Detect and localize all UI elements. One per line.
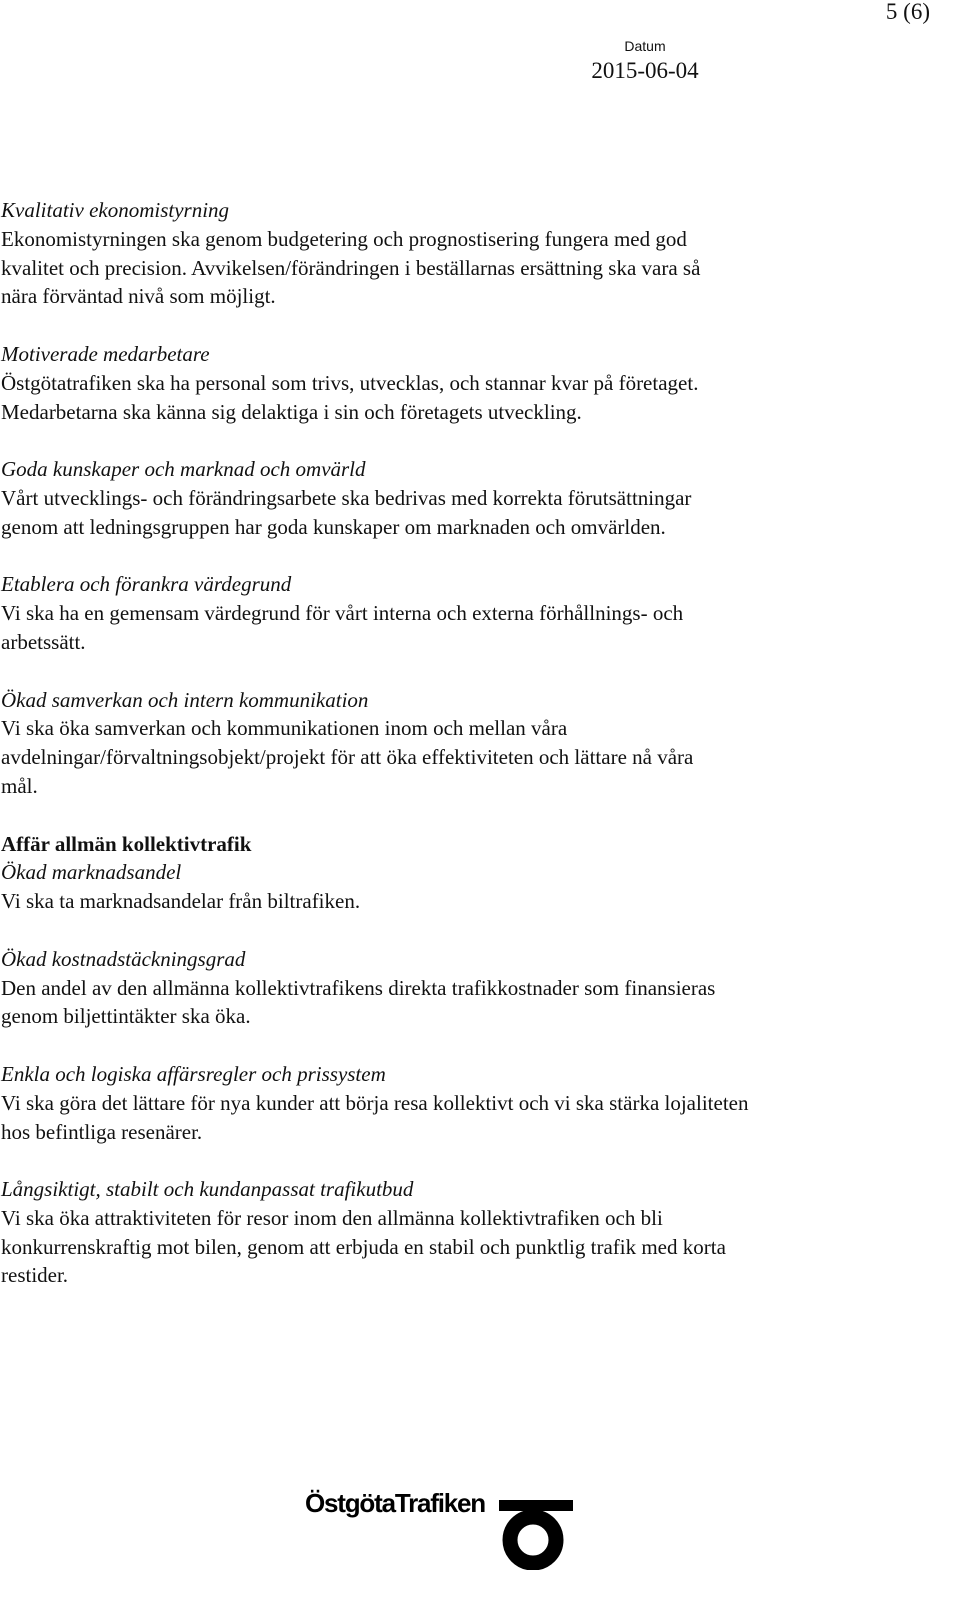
body-line: Vi ska öka samverkan och kommunikationen inom och mellan våra [1,716,568,741]
date-value: 2015-06-04 [591,57,699,83]
body-line: Östgötatrafiken ska ha personal som trivs, utvecklas, och stannar kvar på företaget. [1,370,699,395]
section-heading: Motiverade medarbetare [1,341,210,366]
body-line: kvalitet och precision. Avvikelsen/förändringen i beställarnas ersättning ska vara så [1,255,701,280]
section-kostnadstackningsgrad [1,945,921,1031]
page-number: 5 (6) [885,0,930,24]
section-heading: Enkla och logiska affärsregler och prissystem [1,1061,386,1086]
section-samverkan [1,686,921,801]
logo-wordmark: ÖstgötaTrafiken [305,1488,485,1518]
body-line: Medarbetarna ska känna sig delaktiga i sin och företagets utveckling. [1,399,582,424]
date-block [575,38,715,86]
body-line: genom biljettintäkter ska öka. [1,1004,251,1029]
sigma-logo-icon [495,1498,577,1570]
section-heading: Kvalitativ ekonomistyrning [1,198,230,222]
document-body [1,196,921,1319]
body-line: genom att ledningsgruppen har goda kunskaper om marknaden och omvärlden. [1,514,666,539]
body-line: Vårt utvecklings- och förändringsarbete ska bedrivas med korrekta förutsättningar [1,485,692,510]
section-heading: Långsiktigt, stabilt och kundanpassat trafikutbud [1,1177,414,1202]
body-line: Den andel av den allmänna kollektivtrafikens direkta trafikkostnader som finansieras [1,975,716,1000]
section-affarsregler [1,1060,921,1146]
section-heading: Goda kunskaper och marknad och omvärld [1,457,366,482]
body-line: Vi ska göra det lättare för nya kunder att börja resa kollektivt och vi ska stärka lojaliteten [1,1090,749,1115]
body-line: konkurrenskraftig mot bilen, genom att erbjuda en stabil och punktlig trafik med korta [1,1234,726,1259]
body-line: avdelningar/förvaltningsobjekt/projekt för att öka effektiviteten och lättare nå våra [1,745,694,770]
body-line: Vi ska ha en gemensam värdegrund för vårt interna och externa förhållnings- och [1,601,684,626]
body-line: nära förväntad nivå som möjligt. [1,284,276,309]
body-line: mål. [1,773,38,798]
body-line: Vi ska ta marknadsandelar från biltrafiken. [1,889,361,914]
section-heading: Ökad kostnadstäckningsgrad [1,946,246,971]
chapter-heading: Affär allmän kollektivtrafik [1,831,252,856]
section-heading: Ökad samverkan och intern kommunikation [1,687,369,712]
body-line: restider. [1,1263,69,1288]
body-line: Ekonomistyrningen ska genom budgetering och prognostisering fungera med god [1,226,687,251]
body-line: Vi ska öka attraktiviteten för resor inom den allmänna kollektivtrafiken och bli [1,1205,663,1230]
body-line: hos befintliga resenärer. [1,1119,203,1144]
section-goda-kunskaper [1,455,921,541]
section-trafikutbud [1,1175,921,1290]
body-line: arbetssätt. [1,629,86,654]
section-kvalitativ-ekonomistyrning [1,196,921,311]
section-heading: Ökad marknadsandel [1,860,182,885]
section-heading: Etablera och förankra värdegrund [1,572,292,597]
section-motiverade-medarbetare [1,340,921,426]
date-label: Datum [624,38,666,54]
section-marknadsandel [1,830,921,916]
company-logo [305,1482,580,1572]
section-vardegrund [1,570,921,656]
